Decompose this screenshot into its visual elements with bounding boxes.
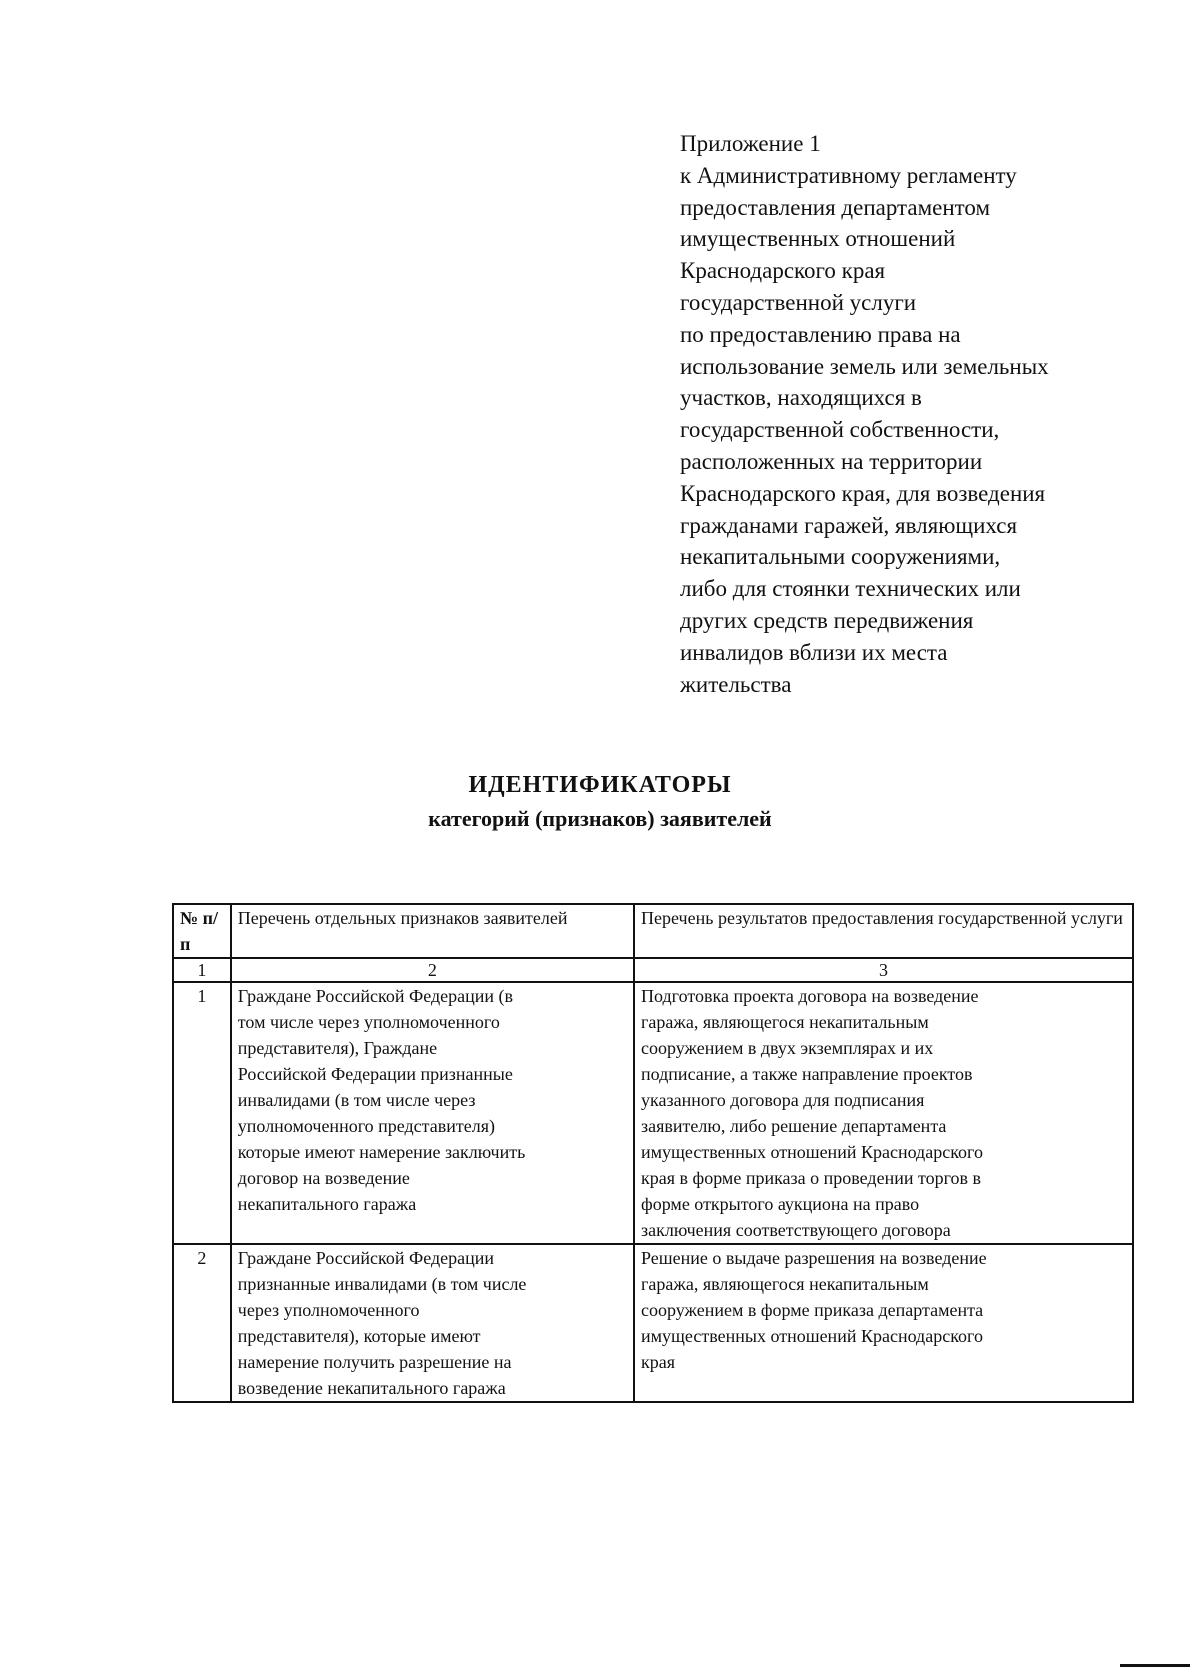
row-number: 1 — [173, 982, 231, 1244]
cell-line: представителя), которые имеют — [237, 1326, 481, 1346]
cell-line: инвалидами (в том числе через — [237, 1090, 476, 1110]
cell-line: сооружением в двух экземплярах и их — [641, 1038, 934, 1058]
cell-line: указанного договора для подписания — [641, 1090, 925, 1110]
appendix-line: Приложение 1 — [680, 131, 821, 156]
applicant-features-cell — [231, 1244, 634, 1402]
column-number: 3 — [634, 958, 1133, 982]
appendix-line: инвалидов вблизи их места — [680, 639, 948, 665]
title-main: ИДЕНТИФИКАТОРЫ — [468, 772, 732, 798]
cell-line: края в форме приказа о проведении торгов в — [641, 1168, 982, 1188]
column-number: 2 — [231, 958, 634, 982]
cell-line: признанные инвалидами (в том числе — [237, 1274, 527, 1294]
cell-line: Российской Федерации признанные — [237, 1064, 513, 1084]
appendix-line: расположенных на территории — [680, 448, 983, 474]
cell-line: уполномоченного представителя) — [237, 1116, 495, 1136]
appendix-line: по предоставлению права на — [680, 321, 961, 347]
appendix-line: имущественных отношений — [680, 226, 956, 252]
service-results-cell — [634, 1244, 1133, 1402]
cell-line: возведение некапитального гаража — [237, 1378, 506, 1398]
appendix-line: государственной услуги — [680, 289, 917, 315]
cell-line: Подготовка проекта договора на возведение — [641, 986, 979, 1006]
cell-line: том числе через уполномоченного — [237, 1012, 500, 1032]
cell-line: гаража, являющегося некапитальным — [641, 1274, 929, 1294]
cell-line: договор на возведение — [237, 1168, 410, 1188]
cell-line: через уполномоченного — [237, 1300, 420, 1320]
identifiers-table — [172, 903, 1134, 1403]
appendix-line: гражданами гаражей, являющихся — [680, 512, 1018, 538]
table-header-row — [173, 904, 1133, 958]
title-subtitle: категорий (признаков) заявителей — [428, 806, 772, 831]
appendix-line: других средств передвижения — [680, 607, 974, 633]
header-number: № п/п — [173, 904, 231, 958]
cell-line: Решение о выдаче разрешения на возведение — [641, 1248, 987, 1268]
column-number: 1 — [173, 958, 231, 982]
applicant-features-cell — [231, 982, 634, 1244]
cell-line: заключения соответствующего договора — [641, 1220, 951, 1240]
header-service-results: Перечень результатов предоставления государственной услуги — [634, 904, 1133, 958]
cell-line: края — [641, 1352, 676, 1372]
cell-line: которые имеют намерение заключить — [237, 1142, 526, 1162]
appendix-line: Краснодарского края — [680, 258, 886, 284]
cell-line: намерение получить разрешение на — [237, 1352, 512, 1372]
cell-line: представителя), Граждане — [237, 1038, 438, 1058]
document-title — [0, 768, 1200, 836]
cell-line: гаража, являющегося некапитальным — [641, 1012, 929, 1032]
table-row — [173, 982, 1133, 1244]
cell-line: заявителю, либо решение департамента — [641, 1116, 947, 1136]
cell-line: Граждане Российской Федерации (в — [237, 986, 513, 1006]
cell-line: Граждане Российской Федерации — [237, 1248, 494, 1268]
appendix-line: участков, находящихся в — [680, 385, 922, 411]
table-row — [173, 1244, 1133, 1402]
header-applicant-features: Перечень отдельных признаков заявителей — [231, 904, 634, 958]
cell-line: имущественных отношений Краснодарского — [641, 1326, 983, 1346]
cell-line: сооружением в форме приказа департамента — [641, 1300, 984, 1320]
appendix-line: предоставления департаментом — [680, 194, 991, 220]
appendix-line: либо для стоянки технических или — [680, 576, 1021, 602]
appendix-line: жительства — [680, 671, 792, 697]
cell-line: имущественных отношений Краснодарского — [641, 1142, 983, 1162]
appendix-line: Краснодарского края, для возведения — [680, 480, 1046, 506]
page-edge-mark — [1120, 1664, 1190, 1667]
cell-line: форме открытого аукциона на право — [641, 1194, 920, 1214]
appendix-line: использование земель или земельных — [680, 353, 1049, 379]
appendix-line: некапитальными сооружениями, — [680, 544, 1001, 570]
row-number: 2 — [173, 1244, 231, 1402]
appendix-line: к Административному регламенту — [680, 162, 1017, 188]
appendix-line: государственной собственности, — [680, 417, 1000, 443]
appendix-note — [680, 128, 1150, 700]
cell-line: подписание, а также направление проектов — [641, 1064, 973, 1084]
column-number-row — [173, 958, 1133, 982]
cell-line: некапитального гаража — [237, 1194, 417, 1214]
service-results-cell — [634, 982, 1133, 1244]
